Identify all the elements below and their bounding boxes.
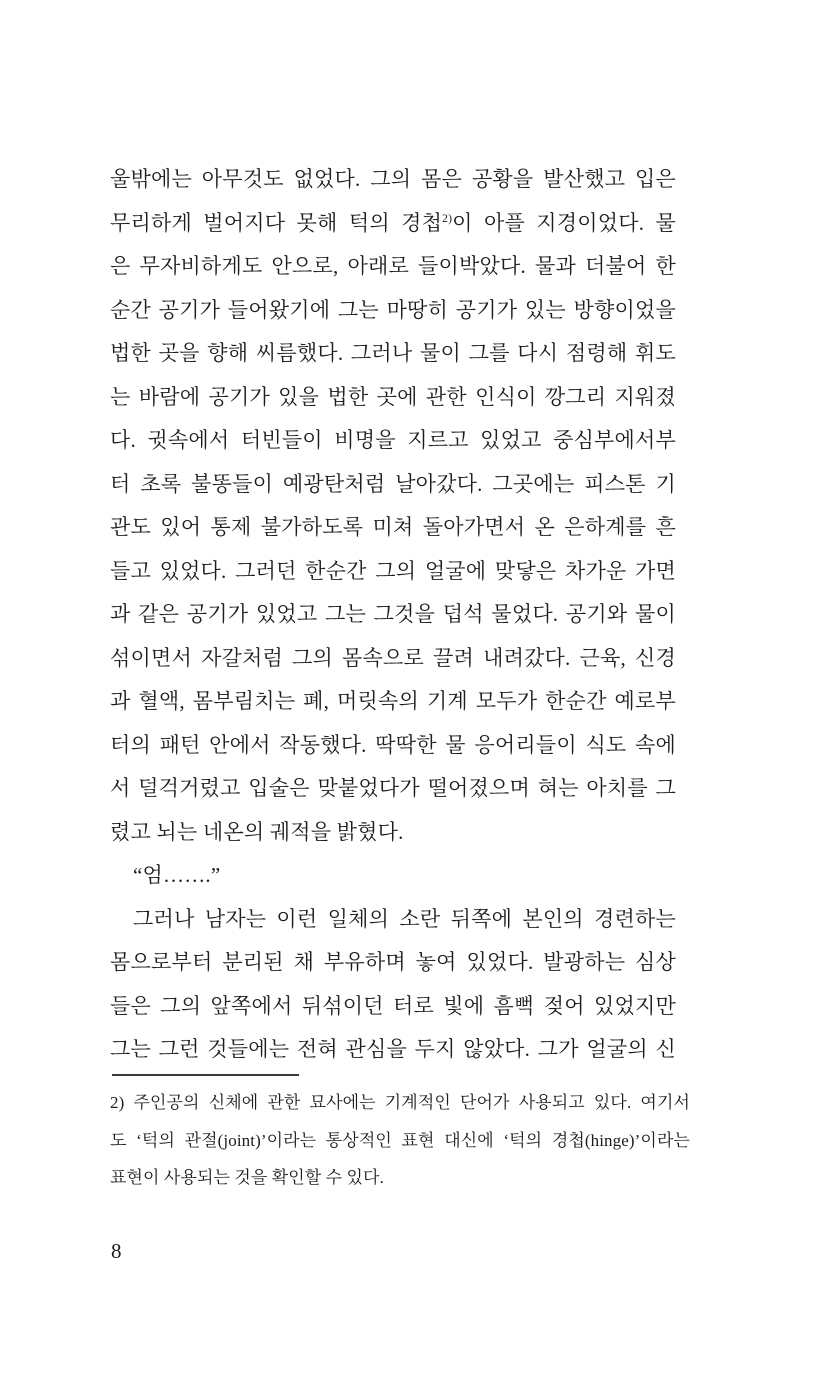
body-line-text: 법한 곳을 향해 씨름했다. 그러나 물이 그를 다시 점령해 휘도 (110, 341, 676, 365)
body-line-text: 과 혈액, 몸부림치는 폐, 머릿속의 기계 모두가 한순간 예로부 (110, 689, 676, 713)
body-line-text: 이 아플 지경이었다. 물 (452, 210, 676, 235)
body-line-text: 은 무자비하게도 안으로, 아래로 들이박았다. 물과 더불어 한 (110, 254, 676, 278)
body-line (110, 463, 676, 507)
body-line-text: 들은 그의 앞쪽에서 뒤섞이던 터로 빛에 흠뻑 젖어 있었지만 (110, 993, 676, 1018)
body-line-text: 들고 있었다. 그러던 한순간 그의 얼굴에 맞닿은 차가운 가면 (110, 558, 676, 583)
body-line-text: 울밖에는 아무것도 없었다. 그의 몸은 공황을 발산했고 입은 (110, 167, 676, 191)
body-line (110, 767, 676, 811)
footnote-line: 도 ‘턱의 관절(joint)’이라는 통상적인 표현 대신에 ‘턱의 경첩(hinge)’이라는 (110, 1130, 690, 1150)
body-line-text: 과 같은 공기가 있었고 그는 그것을 덥석 물었다. 공기와 물이 (110, 602, 676, 626)
body-line-text: 순간 공기가 들어왔기에 그는 마땅히 공기가 있는 방향이었을 (110, 297, 676, 322)
body-line-text: 섞이면서 자갈처럼 그의 몸속으로 끌려 내려갔다. 근육, 신경 (110, 645, 676, 670)
body-line (110, 332, 676, 376)
footnote-marker: 2) (442, 212, 453, 225)
body-line-text: 그는 그런 것들에는 전혀 관심을 두지 않았다. 그가 얼굴의 신 (110, 1037, 676, 1061)
body-line (110, 854, 676, 898)
body-line (110, 289, 676, 333)
body-line (110, 506, 676, 550)
body-line-text: 터의 패턴 안에서 작동했다. 딱딱한 물 응어리들이 식도 속에 (110, 732, 676, 757)
footnote-divider (112, 1074, 299, 1076)
footnote-line: 2) 주인공의 신체에 관한 묘사에는 기계적인 단어가 사용되고 있다. 여기서 (110, 1093, 690, 1112)
body-line (110, 419, 676, 463)
body-line (110, 550, 676, 594)
body-line-text: 그러나 남자는 이런 일체의 소란 뒤쪽에 본인의 경련하는 (133, 906, 676, 931)
body-line (110, 985, 676, 1029)
body-line (110, 680, 676, 724)
body-line (110, 376, 676, 420)
body-line-text: 는 바람에 공기가 있을 법한 곳에 관한 인식이 깡그리 지워졌 (110, 384, 676, 409)
body-line-text: 서 덜걱거렸고 입술은 맞붙었다가 떨어졌으며 혀는 아치를 그 (110, 776, 676, 800)
body-line-text: “엄…….” (133, 863, 221, 887)
body-line (110, 811, 676, 855)
body-line-text: 관도 있어 통제 불가하도록 미쳐 돌아가면서 온 은하계를 흔 (110, 515, 676, 539)
body-line (110, 724, 676, 768)
body-line (110, 898, 676, 942)
body-line-text: 무리하게 벌어지다 못해 턱의 경첩 (110, 210, 443, 235)
body-line-text: 렸고 뇌는 네온의 궤적을 밝혔다. (110, 819, 404, 844)
body-line (110, 158, 676, 202)
body-line (110, 245, 676, 289)
footnote-line: 표현이 사용되는 것을 확인할 수 있다. (110, 1168, 384, 1187)
body-line-text: 터 초록 불똥들이 예광탄처럼 날아갔다. 그곳에는 피스톤 기 (110, 471, 676, 496)
body-line (110, 1028, 676, 1072)
body-line (110, 637, 676, 681)
body-text (110, 158, 676, 1072)
body-line-text: 다. 귓속에서 터빈들이 비명을 지르고 있었고 중심부에서부 (110, 428, 676, 452)
footnote (110, 1084, 690, 1197)
body-line (110, 593, 676, 637)
body-line-text: 몸으로부터 분리된 채 부유하며 놓여 있었다. 발광하는 심상 (110, 950, 676, 974)
page-number: 8 (111, 1239, 122, 1263)
body-line (110, 941, 676, 985)
body-line (110, 202, 676, 246)
